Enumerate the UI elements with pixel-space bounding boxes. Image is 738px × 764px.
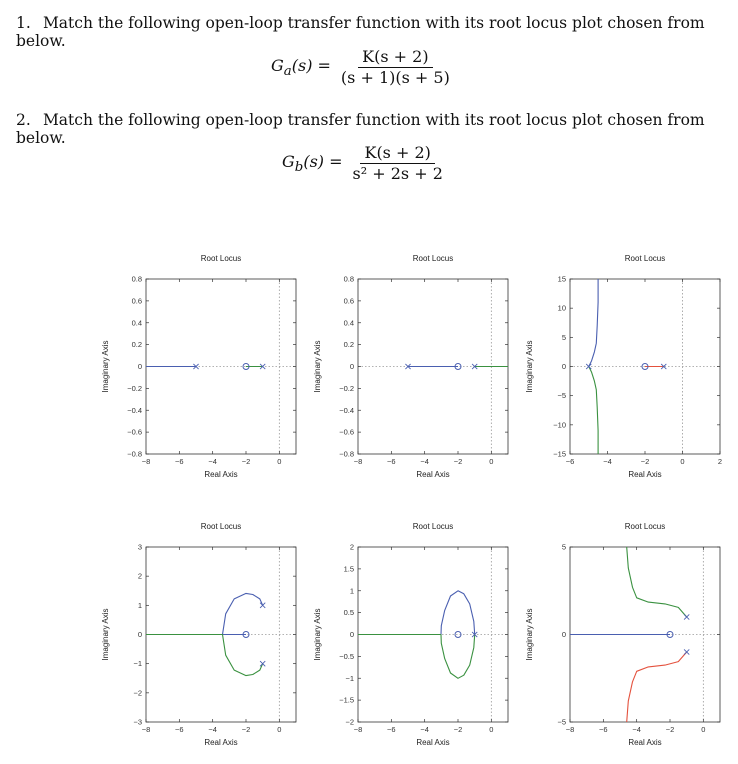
root-locus-plot-3 (525, 254, 722, 479)
eq-a-lhs: G (271, 55, 284, 75)
x-tick-label: −8 (353, 725, 363, 734)
y-tick-label: −0.4 (127, 405, 142, 415)
x-tick-label: −6 (565, 457, 575, 466)
locus-branch2 (146, 635, 263, 676)
y-tick-label: −3 (133, 717, 142, 727)
x-axis-label: Real Axis (204, 470, 238, 479)
plot-title: Root Locus (200, 254, 242, 263)
y-axis-label: Imaginary Axis (525, 340, 534, 393)
pole-marker (260, 661, 265, 666)
locus-branch2 (441, 635, 475, 679)
locus-branch1 (627, 547, 687, 617)
y-tick-label: 5 (561, 332, 566, 342)
y-tick-label: 5 (561, 542, 566, 552)
y-tick-label: 0 (561, 362, 566, 371)
x-tick-label: −8 (141, 725, 151, 734)
root-locus-plot-1 (101, 254, 296, 479)
question-1-text: Match the following open-loop transfer function with its root locus plot chosen from below. (16, 14, 705, 50)
eq-a-denominator: (s + 1)(s + 5) (340, 68, 450, 87)
y-tick-label: −0.8 (127, 449, 142, 459)
x-tick-label: 0 (277, 457, 282, 466)
y-tick-label: −0.5 (339, 651, 354, 661)
y-tick-label: −2 (345, 717, 354, 727)
y-axis-label: Imaginary Axis (313, 340, 322, 393)
locus-branch2 (589, 367, 598, 455)
y-tick-label: −15 (553, 449, 566, 459)
plot-title: Root Locus (624, 522, 666, 531)
x-tick-label: −4 (632, 725, 641, 734)
root-locus-plot-4 (101, 522, 296, 747)
y-tick-label: 0 (349, 362, 354, 371)
y-tick-label: 0.2 (343, 340, 354, 350)
locus-branch2 (627, 652, 687, 722)
x-tick-label: 0 (489, 457, 494, 466)
x-tick-label: −8 (353, 457, 363, 466)
root-locus-plot-2 (313, 254, 508, 479)
pole-marker (684, 614, 689, 619)
x-tick-label: −6 (387, 725, 396, 734)
y-tick-label: −0.4 (339, 405, 354, 415)
x-tick-label: 2 (717, 457, 723, 466)
root-locus-plot-5 (313, 522, 508, 747)
y-tick-label: 0.8 (131, 274, 142, 284)
y-tick-label: 2 (137, 571, 142, 581)
x-tick-label: −2 (241, 457, 251, 466)
y-tick-label: 0.4 (131, 318, 142, 328)
question-2-text: Match the following open-loop transfer function with its root locus plot chosen from below. (16, 111, 705, 147)
y-tick-label: −0.2 (339, 383, 354, 393)
locus-branch1 (589, 279, 598, 367)
y-tick-label: −0.2 (127, 383, 142, 393)
x-axis-label: Real Axis (416, 738, 450, 747)
plot-title: Root Locus (412, 254, 454, 263)
y-axis-label: Imaginary Axis (313, 608, 322, 661)
y-axis-label: Imaginary Axis (525, 608, 534, 661)
x-tick-label: −6 (387, 457, 396, 466)
y-tick-label: 1.5 (343, 564, 354, 574)
eq-a-arg: (s) = (291, 55, 331, 75)
y-tick-label: −0.6 (127, 427, 142, 437)
eq-b-sub: b (294, 160, 304, 176)
x-tick-label: −4 (420, 457, 429, 466)
y-tick-label: −2 (133, 688, 142, 698)
x-tick-label: −8 (565, 725, 575, 734)
y-tick-label: 0.5 (343, 608, 354, 618)
question-2-number: 2. (16, 111, 31, 129)
x-axis-label: Real Axis (416, 470, 450, 479)
locus-branch1 (441, 591, 475, 635)
y-tick-label: −10 (553, 420, 566, 430)
eq-a-sub: a (283, 64, 292, 80)
y-tick-label: 0.2 (131, 340, 142, 350)
y-tick-label: 0.4 (343, 318, 354, 328)
plot-title: Root Locus (624, 254, 666, 263)
x-tick-label: −2 (665, 725, 675, 734)
x-tick-label: −6 (175, 457, 184, 466)
y-tick-label: 10 (557, 303, 566, 313)
y-tick-label: 0.6 (131, 296, 142, 306)
y-tick-label: −5 (557, 391, 566, 401)
locus-branch1 (223, 593, 263, 634)
plot-title: Root Locus (412, 522, 454, 531)
eq-b-lhs: G (282, 151, 295, 171)
y-tick-label: 0.8 (343, 274, 354, 284)
x-tick-label: 0 (277, 725, 282, 734)
y-tick-label: 0 (137, 630, 142, 639)
x-axis-label: Real Axis (204, 738, 238, 747)
pole-marker (260, 603, 265, 608)
y-tick-label: 2 (349, 542, 354, 552)
y-axis-label: Imaginary Axis (101, 340, 110, 393)
y-tick-label: 1 (349, 586, 354, 596)
y-tick-label: −0.6 (339, 427, 354, 437)
y-tick-label: 0 (137, 362, 142, 371)
plot-title: Root Locus (200, 522, 242, 531)
x-axis-label: Real Axis (628, 470, 662, 479)
x-tick-label: −4 (208, 725, 217, 734)
pole-marker (586, 364, 591, 369)
y-tick-label: −1.5 (339, 695, 354, 705)
y-tick-label: −1 (133, 659, 142, 669)
x-tick-label: −2 (453, 457, 463, 466)
y-tick-label: −1 (345, 673, 354, 683)
y-tick-label: 0.6 (343, 296, 354, 306)
x-tick-label: −2 (241, 725, 251, 734)
y-tick-label: 3 (137, 542, 142, 552)
x-tick-label: −2 (453, 725, 463, 734)
x-tick-label: 0 (489, 725, 494, 734)
y-tick-label: −0.8 (339, 449, 354, 459)
y-tick-label: 0 (349, 630, 354, 639)
x-tick-label: −6 (175, 725, 184, 734)
eq-b-denominator: s² + 2s + 2 (352, 164, 443, 183)
x-axis-label: Real Axis (628, 738, 662, 747)
x-tick-label: −4 (208, 457, 217, 466)
x-tick-label: −4 (420, 725, 429, 734)
y-tick-label: −5 (557, 717, 566, 727)
eq-a-numerator: K(s + 2) (358, 47, 432, 68)
x-tick-label: 0 (701, 725, 706, 734)
x-tick-label: −6 (599, 725, 608, 734)
x-tick-label: −8 (141, 457, 151, 466)
eq-b-arg: (s) = (303, 151, 343, 171)
x-tick-label: −2 (640, 457, 650, 466)
x-tick-label: 0 (680, 457, 685, 466)
pole-marker (684, 649, 689, 654)
root-locus-plot-6 (525, 522, 720, 747)
question-1-number: 1. (16, 14, 31, 32)
y-tick-label: 1 (137, 600, 142, 610)
y-axis-label: Imaginary Axis (101, 608, 110, 661)
eq-b-numerator: K(s + 2) (360, 143, 434, 164)
y-tick-label: 0 (561, 630, 566, 639)
x-tick-label: −4 (603, 457, 612, 466)
y-tick-label: 15 (557, 274, 566, 284)
